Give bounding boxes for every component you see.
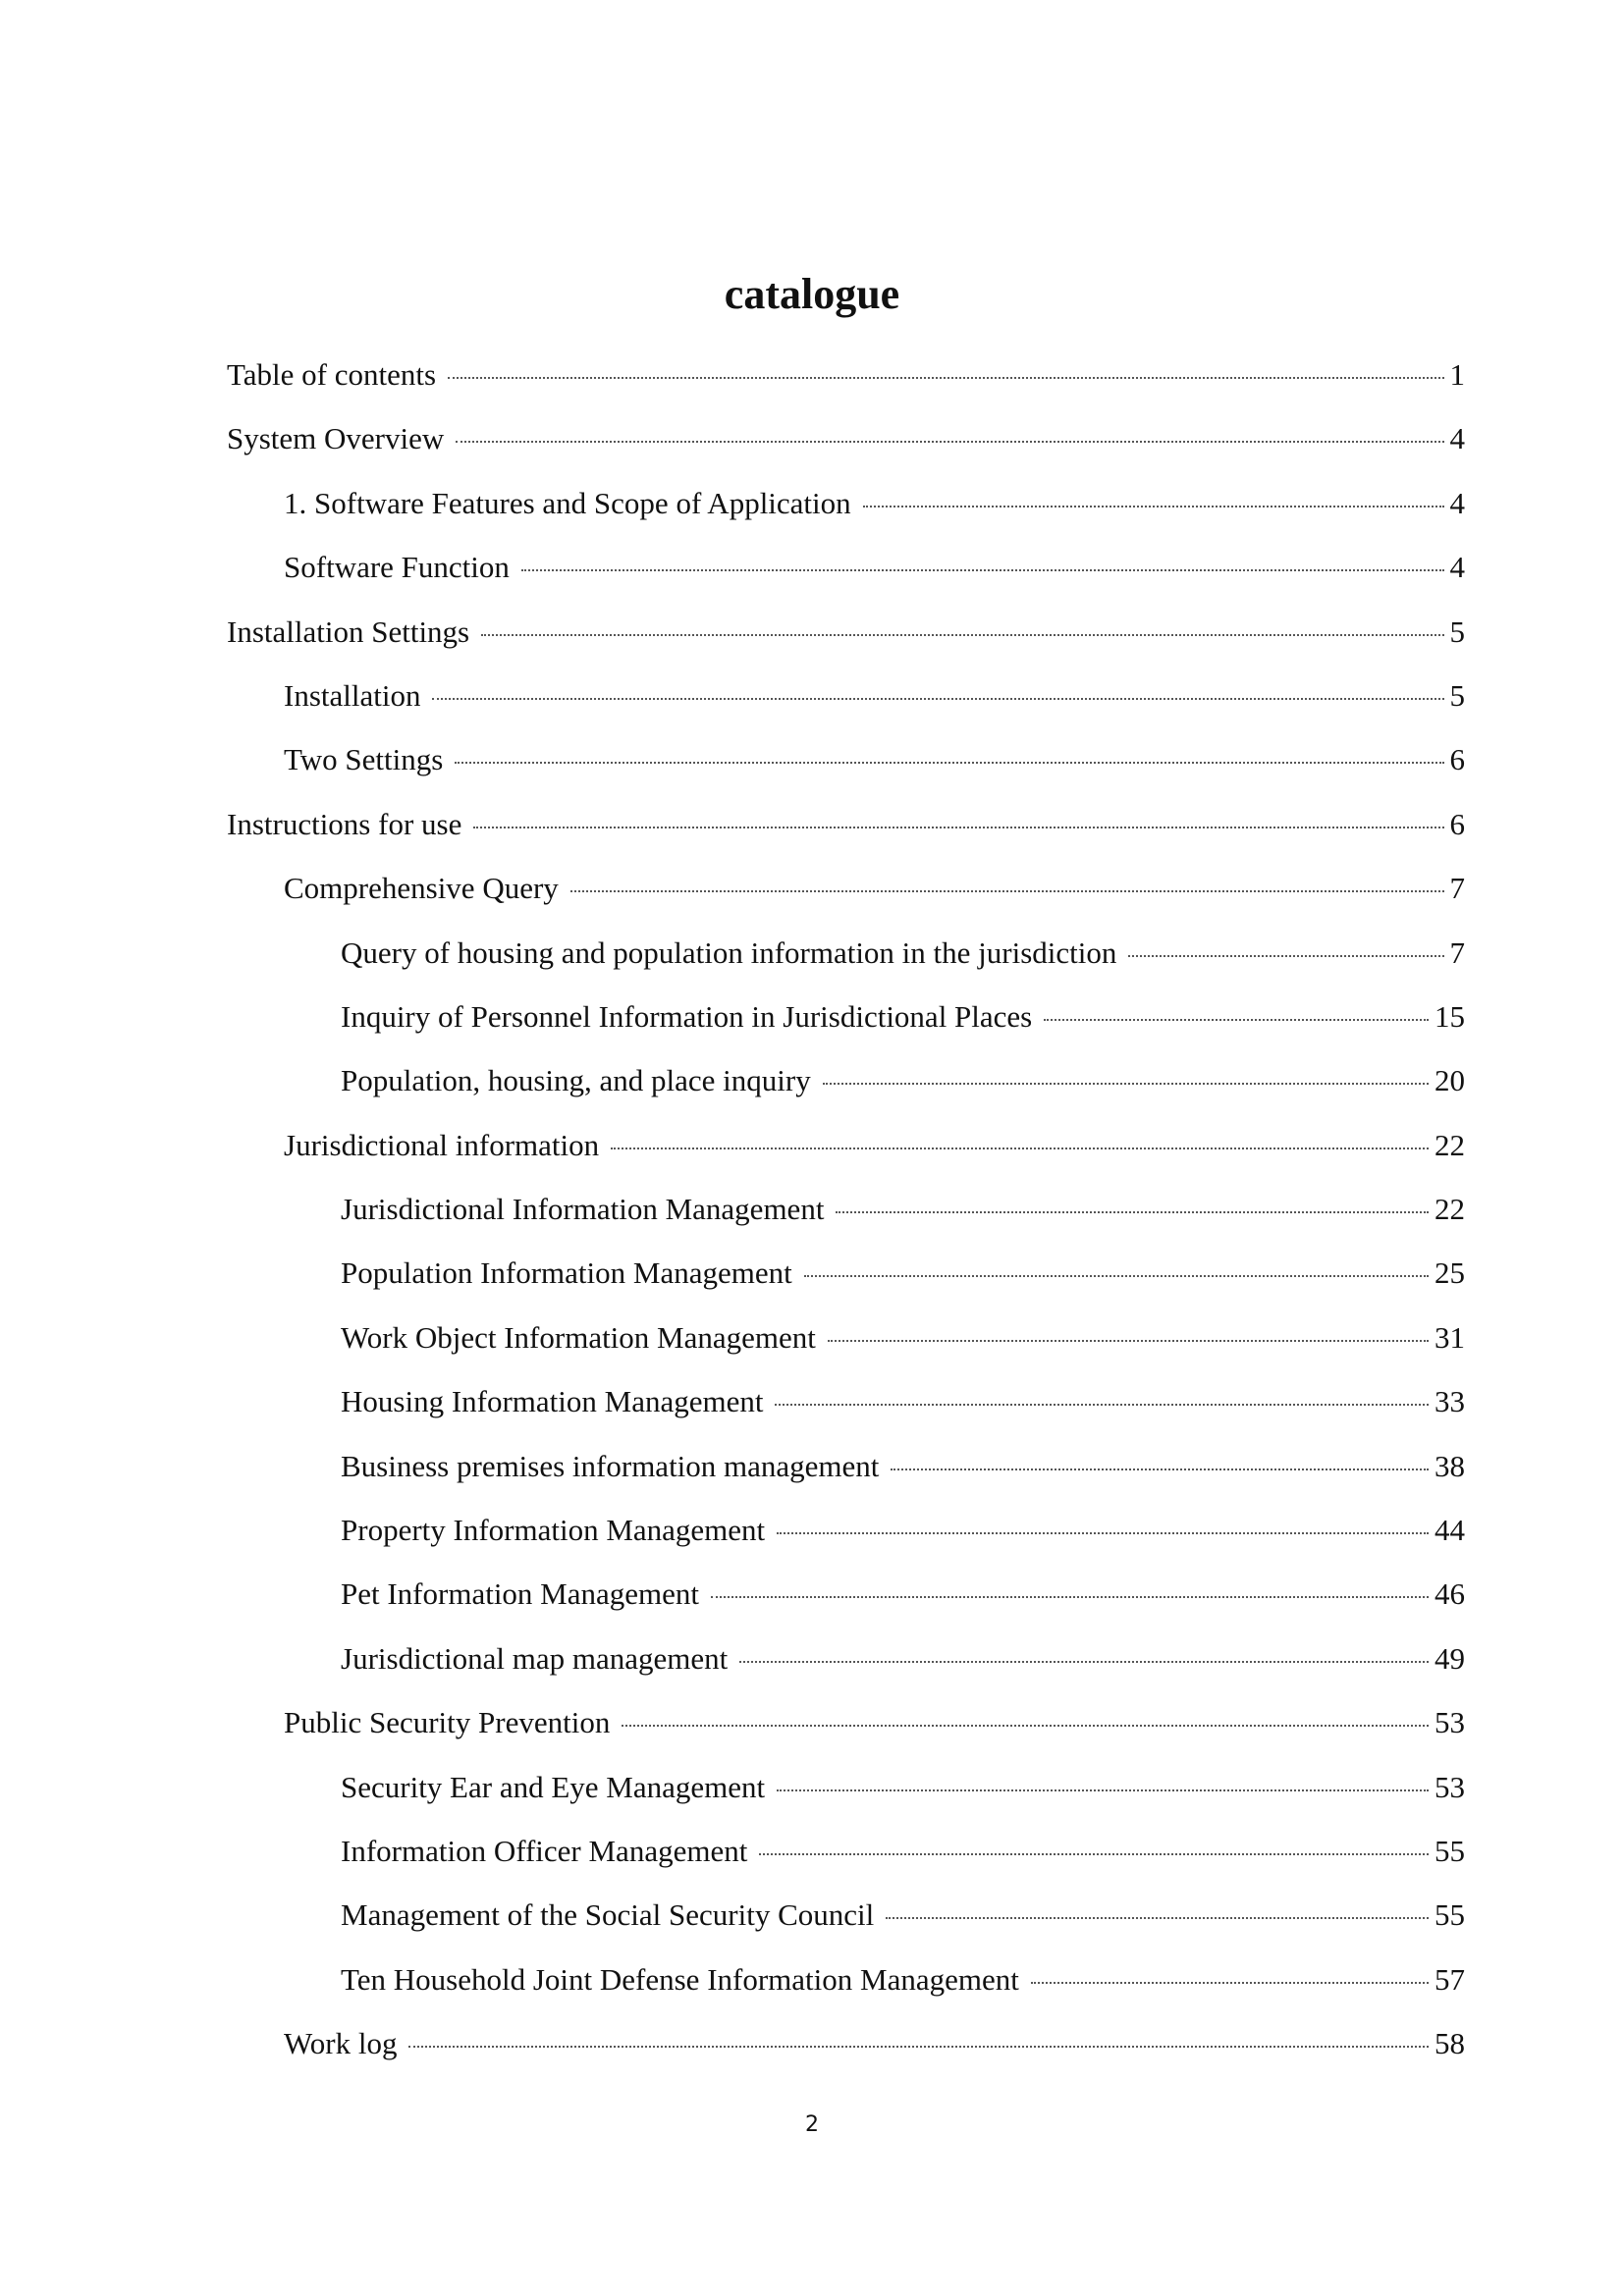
toc-entry-page: 7: [1449, 934, 1465, 970]
toc-entry-title: Business premises information management: [341, 1448, 880, 1483]
toc-entry-title: Pet Information Management: [341, 1576, 700, 1612]
toc-entry-title: Installation: [284, 677, 421, 713]
toc-dot-leader: [863, 506, 1444, 507]
toc-dot-leader: [739, 1661, 1429, 1663]
toc-dot-leader: [481, 634, 1443, 636]
toc-entry-title: Inquiry of Personnel Information in Jurisdictional Places: [341, 998, 1033, 1034]
toc-entry-title: Population Information Management: [341, 1255, 792, 1291]
toc-dot-leader: [611, 1148, 1429, 1149]
toc-entry-title: Jurisdictional Information Management: [341, 1192, 825, 1227]
toc-entry-page: 25: [1435, 1255, 1465, 1291]
toc-dot-leader: [711, 1596, 1429, 1598]
toc-entry-page: 1: [1449, 357, 1465, 392]
toc-entry-page: 5: [1449, 614, 1465, 649]
toc-dot-leader: [622, 1725, 1429, 1727]
toc-entry-title: Property Information Management: [341, 1513, 766, 1548]
toc-entry-title: Software Function: [284, 550, 510, 585]
toc-entry-title: Information Officer Management: [341, 1833, 748, 1868]
toc-entry-title: Table of contents: [227, 357, 437, 392]
toc-entry-page: 53: [1435, 1769, 1465, 1804]
toc-dot-leader: [1044, 1019, 1429, 1021]
toc-entry[interactable]: [227, 2022, 1465, 2086]
toc-entry-title: Security Ear and Eye Management: [341, 1769, 766, 1804]
toc-entry-page: 53: [1435, 1705, 1465, 1740]
toc-entry-title: Installation Settings: [227, 614, 470, 649]
toc-dot-leader: [759, 1853, 1429, 1855]
toc-entry-title: Population, housing, and place inquiry: [341, 1063, 811, 1098]
toc-entry-title: Work Object Information Management: [341, 1319, 816, 1355]
toc-entry[interactable]: [227, 353, 1465, 417]
toc-entry-page: 22: [1435, 1127, 1465, 1162]
toc-entry-page: 38: [1435, 1448, 1465, 1483]
toc-dot-leader: [828, 1340, 1429, 1342]
toc-entry-page: 22: [1435, 1192, 1465, 1227]
toc-entry[interactable]: [227, 1509, 1465, 1573]
page-number: 2: [805, 2112, 819, 2137]
toc-dot-leader: [777, 1532, 1429, 1534]
toc-entry-page: 57: [1435, 1961, 1465, 1997]
toc-entry[interactable]: [227, 867, 1465, 931]
toc-entry-page: 6: [1449, 742, 1465, 777]
toc-entry-title: Jurisdictional information: [284, 1127, 600, 1162]
toc-entry-title: 1. Software Features and Scope of Application: [284, 485, 851, 520]
toc-entry-page: 58: [1435, 2026, 1465, 2061]
toc-entry[interactable]: [227, 1188, 1465, 1252]
toc-dot-leader: [456, 441, 1443, 443]
toc-entry-title: Management of the Social Security Council: [341, 1897, 875, 1933]
toc-dot-leader: [823, 1083, 1429, 1085]
toc-entry-page: 31: [1435, 1319, 1465, 1355]
toc-dot-leader: [891, 1468, 1429, 1470]
toc-dot-leader: [448, 377, 1443, 379]
toc-dot-leader: [570, 890, 1444, 892]
toc-entry-page: 55: [1435, 1897, 1465, 1933]
toc-entry-title: Comprehensive Query: [284, 871, 559, 906]
toc-entry[interactable]: [227, 1059, 1465, 1123]
toc-entry[interactable]: [227, 738, 1465, 802]
toc-dot-leader: [1128, 955, 1443, 957]
toc-dot-leader: [1031, 1982, 1429, 1984]
toc-entry-page: 49: [1435, 1640, 1465, 1676]
toc-dot-leader: [408, 2046, 1429, 2048]
toc-entry-title: Query of housing and population information in the jurisdiction: [341, 934, 1117, 970]
toc-entry[interactable]: [227, 1894, 1465, 1957]
toc-entry-page: 46: [1435, 1576, 1465, 1612]
toc-entry-page: 4: [1449, 485, 1465, 520]
toc-entry[interactable]: [227, 611, 1465, 674]
toc-entry-title: Work log: [284, 2026, 398, 2061]
toc-entry-page: 4: [1449, 550, 1465, 585]
toc-entry[interactable]: [227, 995, 1465, 1059]
toc-entry[interactable]: [227, 803, 1465, 867]
toc-entry-page: 6: [1449, 806, 1465, 841]
toc-dot-leader: [432, 698, 1443, 700]
toc-entry-title: Instructions for use: [227, 806, 462, 841]
toc-entry[interactable]: [227, 1445, 1465, 1509]
toc-dot-leader: [777, 1789, 1429, 1791]
toc-entry-page: 55: [1435, 1833, 1465, 1868]
toc-entry-title: Two Settings: [284, 742, 444, 777]
toc-entry[interactable]: [227, 1316, 1465, 1380]
toc-entry-page: 33: [1435, 1384, 1465, 1419]
toc-entry-title: Ten Household Joint Defense Information Management: [341, 1961, 1019, 1997]
toc-dot-leader: [455, 762, 1443, 764]
toc-dot-leader: [521, 569, 1444, 571]
toc-dot-leader: [836, 1211, 1429, 1213]
toc-entry[interactable]: [227, 482, 1465, 546]
table-of-contents: [227, 353, 1465, 2087]
toc-entry-page: 4: [1449, 421, 1465, 456]
toc-entry[interactable]: [227, 1701, 1465, 1765]
toc-entry-page: 15: [1435, 998, 1465, 1034]
toc-dot-leader: [775, 1404, 1429, 1406]
toc-entry-title: Jurisdictional map management: [341, 1640, 729, 1676]
toc-entry[interactable]: [227, 1573, 1465, 1636]
toc-entry-title: Public Security Prevention: [284, 1705, 611, 1740]
toc-entry-page: 5: [1449, 677, 1465, 713]
toc-entry[interactable]: [227, 1637, 1465, 1701]
toc-entry-page: 7: [1449, 871, 1465, 906]
toc-entry-page: 20: [1435, 1063, 1465, 1098]
toc-entry[interactable]: [227, 1252, 1465, 1315]
toc-entry[interactable]: [227, 1958, 1465, 2022]
toc-entry[interactable]: [227, 1766, 1465, 1830]
page-title: catalogue: [724, 270, 900, 318]
toc-dot-leader: [886, 1917, 1429, 1919]
toc-entry[interactable]: [227, 417, 1465, 481]
toc-dot-leader: [804, 1275, 1429, 1277]
toc-entry[interactable]: [227, 674, 1465, 738]
toc-entry[interactable]: [227, 1830, 1465, 1894]
toc-entry[interactable]: [227, 1124, 1465, 1188]
toc-entry-title: System Overview: [227, 421, 445, 456]
toc-entry[interactable]: [227, 1380, 1465, 1444]
toc-entry[interactable]: [227, 546, 1465, 610]
toc-entry[interactable]: [227, 932, 1465, 995]
toc-entry-page: 44: [1435, 1513, 1465, 1548]
toc-entry-title: Housing Information Management: [341, 1384, 764, 1419]
toc-dot-leader: [473, 827, 1443, 828]
